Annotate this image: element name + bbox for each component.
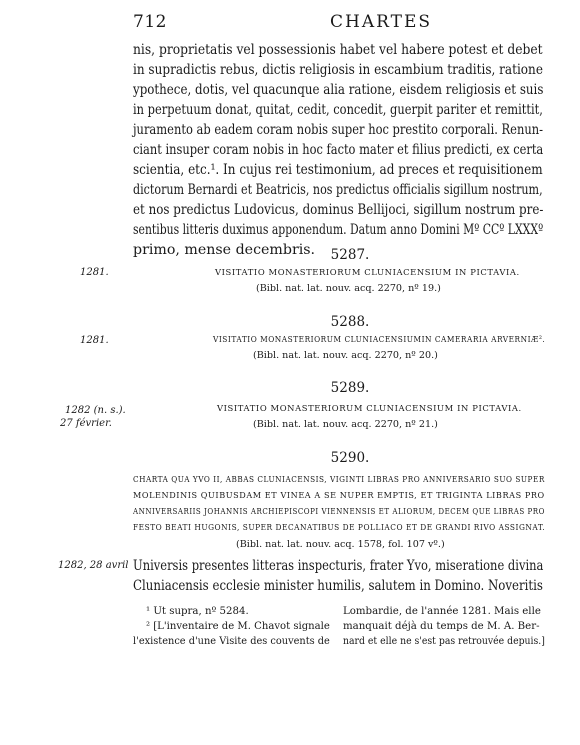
charter-title-line: CHARTA QUA YVO II, ABBAS CLUNIACENSIS, VIGINTI LIBRAS PRO ANNIVERSARIO SUO SUPER: [133, 474, 545, 484]
margin-date: 1281.: [80, 335, 109, 346]
body-line: Cluniacensis ecclesie minister humilis, salutem in Domino. Noveritis: [133, 578, 543, 594]
body-line: ypothece, dotis, vel quacunque alia ratione, eisdem religiosis et suis: [133, 82, 544, 98]
body-line: Universis presentes litteras inspecturis, frater Yvo, miseratione divina: [133, 558, 544, 574]
charter-title: VISITATIO MONASTERIORUM CLUNIACENSIUMIN CAMERARIA ARVERNIÆ².: [213, 334, 546, 344]
body-line: ciant insuper coram nobis in hoc facto mater et filius predicti, ex certa: [133, 142, 544, 158]
charter-title-line: ANNIVERSARIIS JOHANNIS ARCHIEPISCOPI VIENNENSIS ET ALIORUM, DECEM QUE LIBRAS PRO: [133, 506, 545, 516]
charter-title-line: MOLENDINIS QUIBUSDAM ET VINEA A SE NUPER EMPTIS, ET TRIGINTA LIBRAS PRO: [133, 490, 545, 500]
margin-date: 27 février.: [60, 418, 112, 429]
footnote-line: ² [L'inventaire de M. Chavot signale: [146, 621, 330, 632]
charter-title: VISITATIO MONASTERIORUM CLUNIACENSIUM IN PICTAVIA.: [217, 403, 522, 413]
charter-number: 5287.: [330, 247, 370, 263]
charter-number: 5290.: [330, 450, 370, 466]
body-line: scientia, etc.¹. In cujus rei testimonium, ad preces et requisitionem: [133, 162, 543, 178]
charter-number: 5288.: [330, 314, 370, 330]
body-line: in perpetuum donat, quitat, cedit, concedit, guerpit pariter et remittit,: [133, 102, 543, 118]
page-number: 712: [133, 12, 167, 32]
charter-reference: (Bibl. nat. lat. nouv. acq. 2270, nº 21.): [253, 419, 438, 430]
charter-number: 5289.: [330, 380, 370, 396]
body-line: juramento ab eadem coram nobis super hoc prestito corporali. Renun-: [133, 122, 544, 138]
charter-reference: (Bibl. nat. lat. nouv. acq. 1578, fol. 107 vº.): [236, 539, 445, 550]
footnote-line: manquait déjà du temps de M. A. Ber-: [343, 621, 540, 632]
body-line: sentibus litteris duximus apponendum. Datum anno Domini Mº CCº LXXXº: [133, 222, 544, 238]
body-line: in supradictis rebus, dictis religiosis in escambium traditis, ratione: [133, 62, 543, 78]
margin-date: 1282 (n. s.).: [65, 405, 126, 416]
charter-reference: (Bibl. nat. lat. nouv. acq. 2270, nº 19.): [256, 283, 441, 294]
margin-date: 1282, 28 avril: [58, 560, 129, 571]
footnote-line: nard et elle ne s'est pas retrouvée depuis.]: [343, 636, 545, 647]
body-line: et nos predictus Ludovicus, dominus Bellijoci, sigillum nostrum pre-: [133, 202, 544, 218]
body-line: dictorum Bernardi et Beatricis, nos predictus officialis sigillum nostrum,: [133, 182, 543, 198]
running-title: CHARTES: [330, 12, 433, 32]
charter-title-line: FESTO BEATI HUGONIS, SUPER DECANATIBUS DE POLLIACO ET DE GRANDI RIVO ASSIGNAT.: [133, 522, 546, 532]
footnote-line: l'existence d'une Visite des couvents de: [133, 636, 330, 647]
footnote-line: ¹ Ut supra, nº 5284.: [146, 606, 249, 617]
footnote-line: Lombardie, de l'année 1281. Mais elle: [343, 606, 541, 617]
margin-date: 1281.: [80, 267, 109, 278]
charter-title: VISITATIO MONASTERIORUM CLUNIACENSIUM IN PICTAVIA.: [215, 267, 520, 277]
body-line: nis, proprietatis vel possessionis habet vel habere potest et debet: [133, 42, 543, 58]
charter-reference: (Bibl. nat. lat. nouv. acq. 2270, nº 20.): [253, 350, 438, 361]
body-line: primo, mense decembris.: [133, 242, 316, 258]
